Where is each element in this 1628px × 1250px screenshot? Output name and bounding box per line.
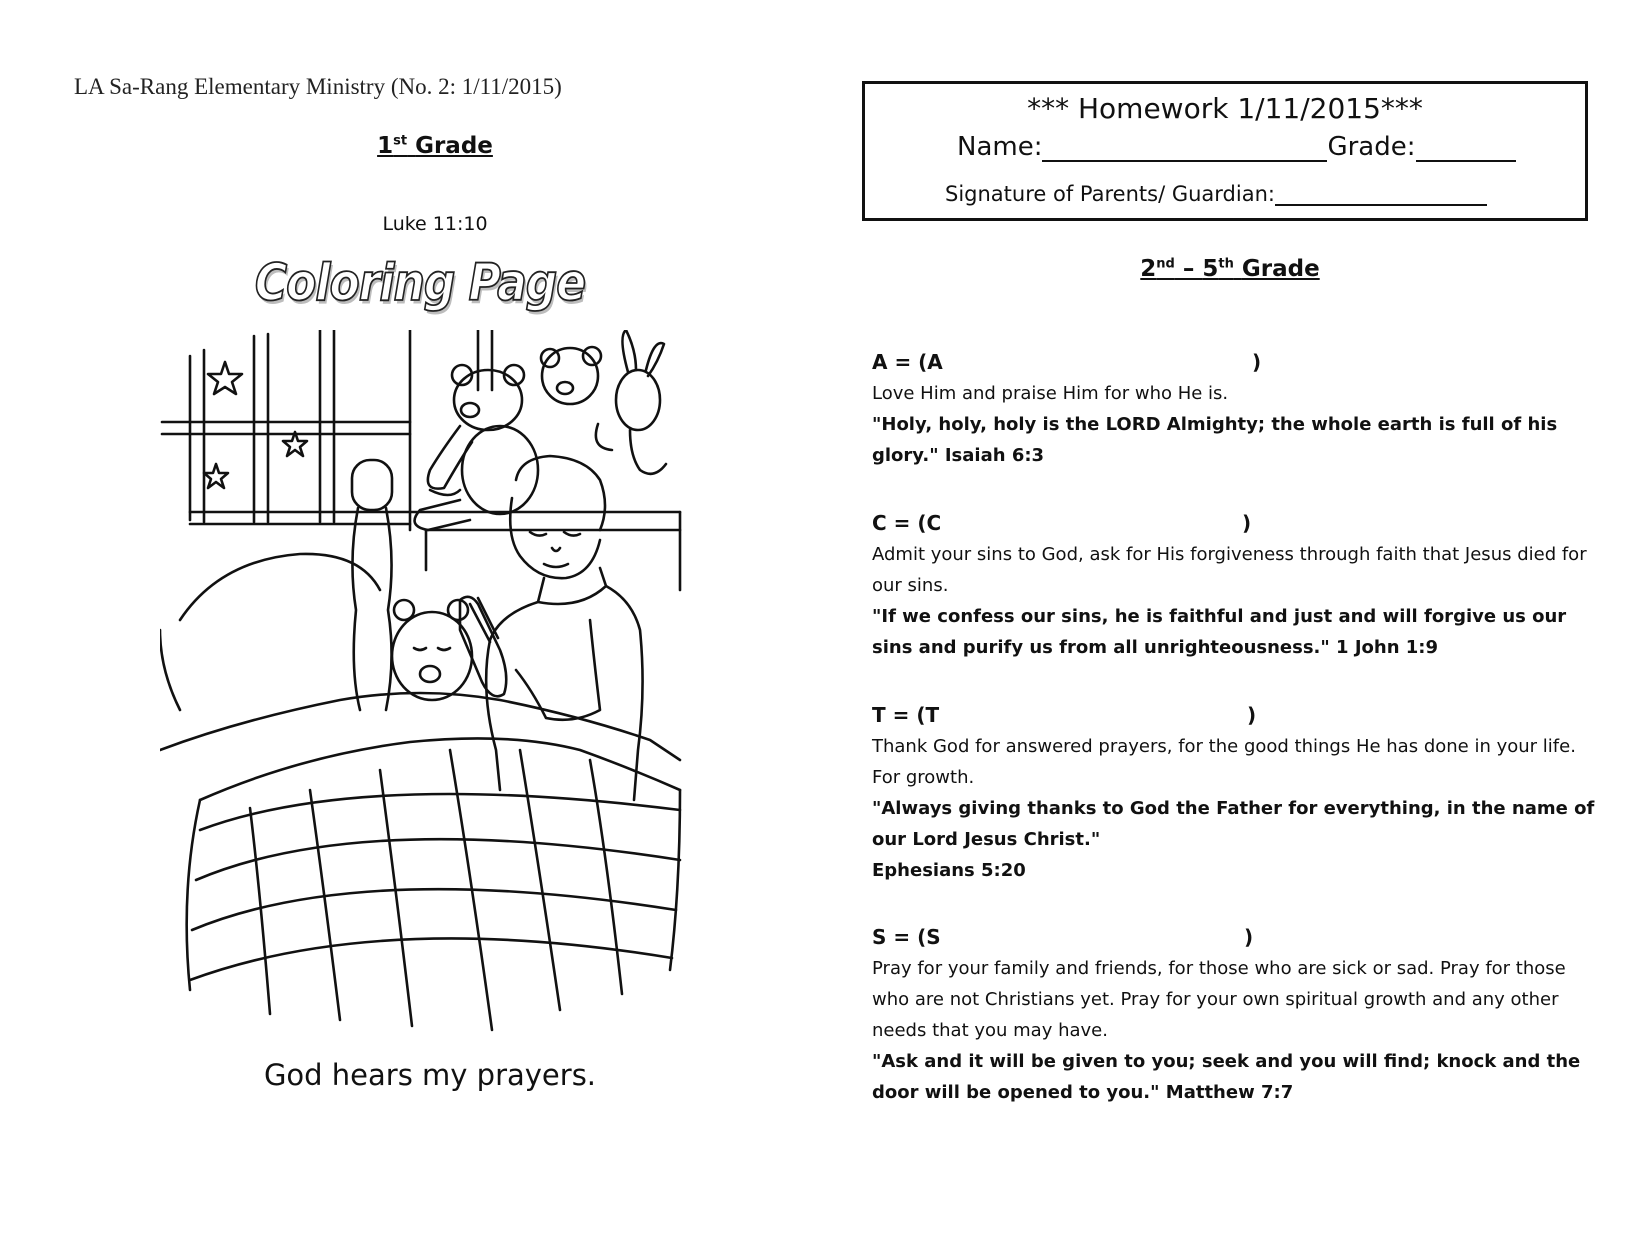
section-close: ): [1244, 925, 1254, 949]
acts-section-thanksgiving: [872, 700, 1602, 886]
section-verse: "Always giving thanks to God the Father for everything, in the name of our Lord Jesus Christ.": [872, 798, 1595, 850]
quilted-blanket: [160, 693, 680, 1030]
star-icon: [204, 362, 307, 488]
acts-section-supplication: [872, 922, 1602, 1108]
section-label: S = (S: [872, 925, 941, 949]
section-description: Pray for your family and friends, for those who are sick or sad. Pray for those who are not Christians yet. Pray for your own spiritual growth and any other needs that you may have.: [872, 958, 1566, 1041]
coloring-page-title: Coloring Page: [254, 254, 586, 313]
name-grade-row: [957, 132, 1516, 162]
section-description: Love Him and praise Him for who He is.: [872, 383, 1229, 404]
bed-headboard: [352, 460, 680, 710]
acts-section-confession: [872, 508, 1602, 663]
section-verse: "Ask and it will be given to you; seek and you will find; knock and the door will be opened to you." Matthew 7:7: [872, 1051, 1581, 1103]
acts-section-adoration: [872, 347, 1602, 471]
section-description: Thank God for answered prayers, for the good things He has done in your life. For growth.: [872, 736, 1576, 788]
name-field[interactable]: [1042, 138, 1327, 162]
praying-child-illustration: [160, 330, 720, 1040]
stuffed-animals: [415, 330, 666, 530]
teddy-bear-in-bed: [160, 554, 472, 710]
signature-row: [945, 182, 1487, 206]
section-verse-reference: Ephesians 5:20: [872, 860, 1026, 881]
grade-label: Grade:: [1327, 132, 1416, 162]
signature-field[interactable]: [1275, 182, 1487, 206]
coloring-caption: God hears my prayers.: [263, 1058, 597, 1092]
section-description: Admit your sins to God, ask for His forgiveness through faith that Jesus died for our sins.: [872, 544, 1587, 596]
section-label: T = (T: [872, 703, 940, 727]
section-label: C = (C: [872, 511, 942, 535]
section-verse: "If we confess our sins, he is faithful and just and will forgive us our sins and purify us from all unrighteousness." 1 John 1:9: [872, 606, 1567, 658]
section-close: ): [1247, 703, 1257, 727]
signature-label: Signature of Parents/ Guardian:: [945, 182, 1275, 206]
homework-box: [862, 81, 1588, 221]
window: [162, 330, 410, 530]
section-label: A = (A: [872, 350, 943, 374]
praying-boy: [460, 456, 643, 800]
section-close: ): [1252, 350, 1262, 374]
grade-field[interactable]: [1416, 138, 1516, 162]
first-grade-title: 1st Grade: [377, 133, 493, 159]
section-close: ): [1242, 511, 1252, 535]
scripture-reference: Luke 11:10: [382, 213, 488, 235]
section-verse: "Holy, holy, holy is the LORD Almighty; the whole earth is full of his glory." Isaiah 6:3: [872, 414, 1558, 466]
ministry-header: LA Sa-Rang Elementary Ministry (No. 2: 1/11/2015): [74, 74, 562, 99]
name-label: Name:: [957, 132, 1043, 162]
grade-range-title: 2nd – 5th Grade: [1140, 256, 1320, 282]
homework-title: *** Homework 1/11/2015***: [1027, 92, 1423, 125]
